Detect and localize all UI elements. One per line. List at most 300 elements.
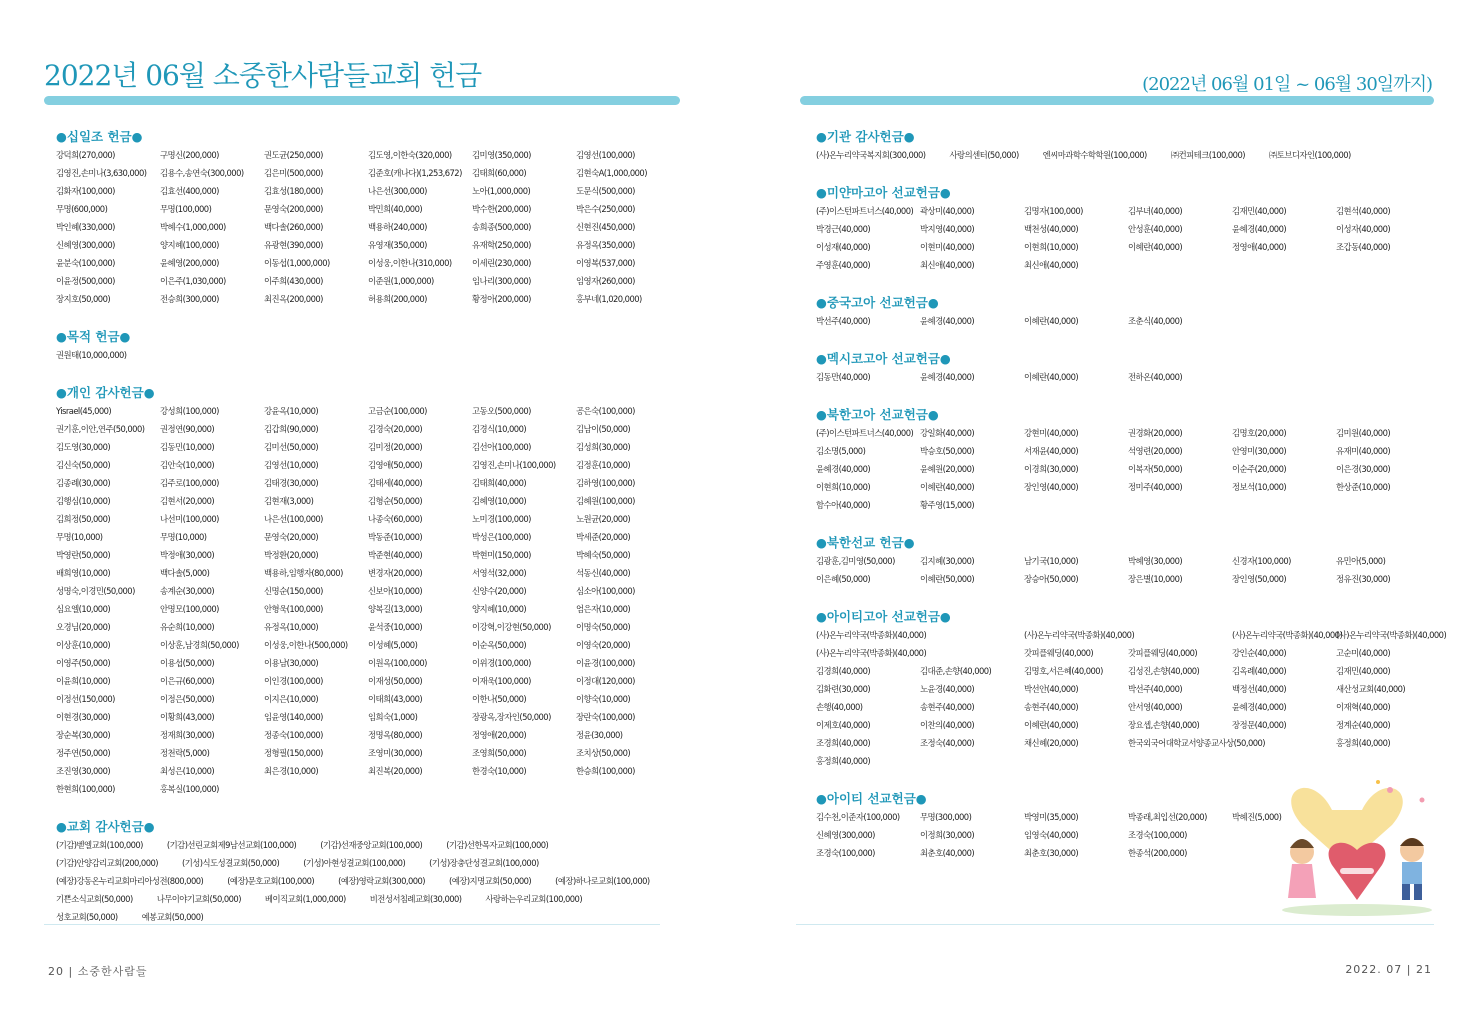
donor-entry: (사)온누리약국(박종화)(40,000) [1336, 630, 1447, 640]
donor-entry: 성호교회(50,000) [56, 912, 118, 922]
donor-entry: 신현진(450,000) [576, 222, 635, 232]
donor-row [56, 218, 696, 236]
donor-entry: 강인순(40,000) [1232, 648, 1287, 658]
donor-row [816, 680, 1456, 698]
donor-entry: 김동민(10,000) [160, 442, 215, 452]
donor-entry: 주영훈(40,000) [816, 260, 871, 270]
donor-entry: (사)온누리약국(박종화)(40,000) [816, 630, 927, 640]
donor-entry: 노아(1,000,000) [472, 186, 531, 196]
donor-entry: 최진복(20,000) [368, 766, 423, 776]
section-title: ●교회 감사헌금● [56, 819, 155, 834]
donor-entry: 조영희(50,000) [472, 748, 527, 758]
donor-row [816, 442, 1456, 460]
donor-entry: 나은선(300,000) [368, 186, 427, 196]
donor-entry: 노원균(20,000) [576, 514, 631, 524]
donor-row [816, 552, 1456, 570]
donor-entry: 유정옥(350,000) [576, 240, 635, 250]
donor-entry: (기성)아현성결교회(100,000) [303, 858, 406, 868]
donor-entry: 최신애(40,000) [920, 260, 975, 270]
donor-entry: 채신혜(20,000) [1024, 738, 1079, 748]
donor-entry: 이동섭(1,000,000) [264, 258, 330, 268]
donor-entry: (예장)문호교회(100,000) [227, 876, 315, 886]
donor-entry: 남기국(10,000) [1024, 556, 1079, 566]
donor-row [56, 564, 696, 582]
donor-entry: 갓피플웨딩(40,000) [1128, 648, 1198, 658]
donor-row [56, 420, 696, 438]
donor-entry: 송희종(500,000) [472, 222, 531, 232]
donor-entry: 갓피플웨딩(40,000) [1024, 648, 1094, 658]
donor-entry: 장요셉,손향(40,000) [1128, 720, 1200, 730]
donor-entry: 김동만(40,000) [816, 372, 871, 382]
donor-entry: 조치상(50,000) [576, 748, 631, 758]
donor-entry: 조춘식(40,000) [1128, 316, 1183, 326]
offering-section [56, 128, 696, 308]
donor-entry: 유재학(250,000) [472, 240, 531, 250]
donor-entry: 김광훈,김미영(50,000) [816, 556, 895, 566]
donor-entry: 최춘호(40,000) [920, 848, 975, 858]
donor-entry: 이명숙(50,000) [576, 622, 631, 632]
donor-entry: 김희정(50,000) [56, 514, 111, 524]
donor-entry: 박정애(30,000) [160, 550, 215, 560]
donor-entry: 박경근(40,000) [816, 224, 871, 234]
donor-entry: 이상훈(10,000) [56, 640, 111, 650]
donor-entry: 백정선(40,000) [1232, 684, 1287, 694]
donor-entry: 박은수(250,000) [576, 204, 635, 214]
donor-entry: 박수한(200,000) [472, 204, 531, 214]
donor-entry: 김미영(350,000) [472, 150, 531, 160]
donor-entry: 기쁜소식교회(50,000) [56, 894, 133, 904]
donor-entry: 이상훈,남경희(50,000) [160, 640, 239, 650]
donor-row [816, 626, 1456, 644]
donor-entry: 이윤정(500,000) [56, 276, 115, 286]
donor-row [56, 618, 696, 636]
donor-entry: 김도영,이한숙(320,000) [368, 150, 452, 160]
footer-left: 20 | 소중한사람들 [48, 965, 148, 978]
donor-entry: 유영재(350,000) [368, 240, 427, 250]
donor-entry: 김안숙(10,000) [160, 460, 215, 470]
donor-entry: 김은미(500,000) [264, 168, 323, 178]
donor-entry: 강덕희(270,000) [56, 150, 115, 160]
donor-entry: 박준현(40,000) [368, 550, 423, 560]
donor-entry: 이강혁,이강현(50,000) [472, 622, 551, 632]
donor-entry: 노미경(100,000) [472, 514, 531, 524]
donor-entry: 베이직교회(1,000,000) [264, 894, 346, 904]
donor-row [56, 200, 696, 218]
donor-entry: 김현석(40,000) [1336, 206, 1391, 216]
donor-entry: 김혜원(100,000) [576, 496, 635, 506]
donor-row [56, 346, 696, 364]
donor-entry: 양복길(13,000) [368, 604, 423, 614]
donor-row [816, 256, 1456, 274]
offering-section [816, 294, 1456, 330]
donor-entry: 송현주(40,000) [920, 702, 975, 712]
donor-entry: 김명호,서은혜(40,000) [1024, 666, 1103, 676]
donor-row [816, 312, 1456, 330]
donor-entry: 권경화(20,000) [1128, 428, 1183, 438]
donor-entry: 이순옥(50,000) [472, 640, 527, 650]
donor-entry: 배희영(10,000) [56, 568, 111, 578]
donor-entry: 나선미(100,000) [160, 514, 219, 524]
donor-row [56, 672, 696, 690]
donor-entry: 변경자(20,000) [368, 568, 423, 578]
donor-entry: 황주영(15,000) [920, 500, 975, 510]
donor-entry: (주)이스턴파트너스(40,000) [816, 206, 914, 216]
donor-row [56, 402, 696, 420]
donor-entry: (기성)장충단성결교회(100,000) [429, 858, 539, 868]
donor-entry: 강일화(40,000) [920, 428, 975, 438]
donor-entry: 장지호(50,000) [56, 294, 111, 304]
donor-row [56, 290, 696, 308]
donor-entry: 정천락(5,000) [160, 748, 210, 758]
donor-entry: 무명(300,000) [920, 812, 972, 822]
donor-entry: 이혜란(40,000) [1024, 720, 1079, 730]
donor-entry: 심소아(100,000) [576, 586, 635, 596]
left-header-bar [44, 96, 680, 105]
section-title: ●북한고아 선교헌금● [816, 407, 939, 422]
donor-entry: 김혜영(10,000) [472, 496, 527, 506]
donor-entry: 한상준(10,000) [1336, 482, 1391, 492]
donor-entry: (기감)선린교회제9남선교회(100,000) [166, 840, 297, 850]
donor-entry: 정계순(40,000) [1336, 720, 1391, 730]
donor-entry: 이정대(120,000) [576, 676, 635, 686]
donor-row [56, 636, 696, 654]
donor-entry: 권원태(10,000,000) [56, 350, 127, 360]
donor-entry: 박혜영(30,000) [1128, 556, 1183, 566]
donor-row [816, 716, 1456, 734]
donor-entry: 안영미(30,000) [1232, 446, 1287, 456]
donor-entry: 예봉교회(50,000) [141, 912, 204, 922]
donor-entry: 이제호(40,000) [816, 720, 871, 730]
donor-entry: 한종석(200,000) [1128, 848, 1187, 858]
donor-entry: 권기훈,이안,연주(50,000) [56, 424, 145, 434]
donor-entry: 박정환(20,000) [264, 550, 319, 560]
donor-entry: 조경희(40,000) [816, 738, 871, 748]
donor-row [56, 600, 696, 618]
donor-entry: 고동오(500,000) [472, 406, 531, 416]
donor-entry: 김영애(50,000) [368, 460, 423, 470]
donor-entry: 박민희(40,000) [368, 204, 423, 214]
donor-entry: 이황희(43,000) [160, 712, 215, 722]
donor-entry: 공은숙(100,000) [576, 406, 635, 416]
donor-entry [920, 644, 1024, 662]
donor-entry: 도문식(500,000) [576, 186, 635, 196]
donor-entry: 이경희(30,000) [1024, 464, 1079, 474]
donor-entry: 권정연(90,000) [160, 424, 215, 434]
donor-entry: 이영주(50,000) [56, 658, 111, 668]
donor-entry: 윤혜경(40,000) [816, 464, 871, 474]
donor-entry: 이윤경(100,000) [576, 658, 635, 668]
donor-entry: 유광현(390,000) [264, 240, 323, 250]
donor-entry: 황정아(200,000) [472, 294, 531, 304]
donor-entry: 이성혜(5,000) [368, 640, 418, 650]
donor-entry: 김영선(10,000) [264, 460, 319, 470]
donor-entry: 유민아(5,000) [1336, 556, 1386, 566]
donor-entry: 신명순(150,000) [264, 586, 323, 596]
donor-entry: 안성훈(40,000) [1128, 224, 1183, 234]
donor-entry: 이혜란(40,000) [1024, 372, 1079, 382]
donor-entry: 김영선(100,000) [576, 150, 635, 160]
donor-entry: 이용섭(50,000) [160, 658, 215, 668]
donor-entry: 고순미(40,000) [1336, 648, 1391, 658]
donor-entry: 백천성(40,000) [1024, 224, 1079, 234]
donor-entry: 백다솔(5,000) [160, 568, 210, 578]
donor-row [56, 690, 696, 708]
donor-entry: (예장)지명교회(50,000) [449, 876, 532, 886]
donor-entry: 김경숙(20,000) [368, 424, 423, 434]
donor-entry: 장인영(50,000) [1232, 574, 1287, 584]
donor-entry: 정유진(30,000) [1336, 574, 1391, 584]
donor-entry: (기감)선한목자교회(100,000) [446, 840, 549, 850]
donor-row [816, 644, 1456, 662]
section-title: ●북한선교 헌금● [816, 535, 915, 550]
donor-entry: 이현미(40,000) [920, 242, 975, 252]
donor-entry: 이혜란(40,000) [1024, 316, 1079, 326]
donor-entry: 유재미(40,000) [1336, 446, 1391, 456]
donor-entry: 김도영(30,000) [56, 442, 111, 452]
donor-entry: 함수아(40,000) [816, 500, 871, 510]
donor-entry: 백용하(240,000) [368, 222, 427, 232]
donor-entry: 이정선(150,000) [56, 694, 115, 704]
donor-entry: 엄은자(10,000) [576, 604, 631, 614]
donor-entry: 임나리(300,000) [472, 276, 531, 286]
donor-entry: 박선안(40,000) [1024, 684, 1079, 694]
donor-entry: 박혜수(1,000,000) [160, 222, 226, 232]
donor-entry: 장순복(30,000) [56, 730, 111, 740]
donor-row [56, 182, 696, 200]
donor-entry: 이영숙(20,000) [576, 640, 631, 650]
offering-section [816, 406, 1456, 514]
donor-entry: 무명(10,000) [56, 532, 103, 542]
donor-entry: 최은경(10,000) [264, 766, 319, 776]
donor-entry: 김경희(40,000) [816, 666, 871, 676]
donor-row [56, 708, 696, 726]
donor-entry: 이은규(60,000) [160, 676, 215, 686]
donor-entry: 김성진,손향(40,000) [1128, 666, 1200, 676]
donor-entry: 전승희(300,000) [160, 294, 219, 304]
donor-entry: 신혜영(300,000) [816, 830, 875, 840]
donor-entry: 홍정희(40,000) [1336, 738, 1391, 748]
donor-entry: 김하영(100,000) [576, 478, 635, 488]
donor-entry: 이혜란(50,000) [920, 574, 975, 584]
donor-entry: 박선주(40,000) [1128, 684, 1183, 694]
donor-entry: 장광옥,장자인(50,000) [472, 712, 551, 722]
donor-row [56, 510, 696, 528]
donor-entry: 박인혜(330,000) [56, 222, 115, 232]
donor-entry: 홍정희(40,000) [816, 756, 871, 766]
donor-entry: 이재욱(100,000) [472, 676, 531, 686]
donor-entry: 강성희(100,000) [160, 406, 219, 416]
donor-entry: 윤혜경(40,000) [1232, 702, 1287, 712]
donor-entry: 강윤옥(10,000) [264, 406, 319, 416]
donor-entry: 사랑하는우리교회(100,000) [485, 894, 583, 904]
donor-entry: 정명옥(80,000) [368, 730, 423, 740]
donor-entry: 이성재(40,000) [816, 242, 871, 252]
donor-entry: 김미정(20,000) [368, 442, 423, 452]
donor-entry: 신경자(100,000) [1232, 556, 1291, 566]
donor-row [816, 238, 1456, 256]
donor-entry: 이정은(50,000) [160, 694, 215, 704]
donor-entry: 신양수(20,000) [472, 586, 527, 596]
donor-entry: 구명신(200,000) [160, 150, 219, 160]
donor-row [56, 492, 696, 510]
donor-row [56, 854, 696, 872]
donor-entry: 김영진,손미나(3,630,000) [56, 168, 147, 178]
offering-section [816, 350, 1456, 386]
offering-section [816, 534, 1456, 588]
donor-entry [1232, 734, 1336, 752]
donor-row [56, 582, 696, 600]
donor-entry: 이혜란(40,000) [920, 482, 975, 492]
donor-entry: 조진영(30,000) [56, 766, 111, 776]
donor-entry: 임영자(260,000) [576, 276, 635, 286]
section-title: ●미얀마고아 선교헌금● [816, 185, 951, 200]
donor-entry: 박영란(50,000) [56, 550, 111, 560]
donor-entry: 홍복실(100,000) [160, 784, 219, 794]
donor-row [816, 424, 1456, 442]
donor-row [56, 456, 696, 474]
donor-entry: 김옥례(40,000) [1232, 666, 1287, 676]
donor-entry: 김경식(10,000) [472, 424, 527, 434]
donor-row [56, 272, 696, 290]
donor-entry: 김신숙(50,000) [56, 460, 111, 470]
donor-entry: 문영숙(20,000) [264, 532, 319, 542]
donor-row [56, 780, 696, 798]
donor-entry: 김재민(40,000) [1336, 666, 1391, 676]
donor-entry: 안서영(40,000) [1128, 702, 1183, 712]
donor-entry: 김준호(캐나다)(1,253,672) [368, 168, 462, 178]
donor-entry: 김명호(20,000) [1232, 428, 1287, 438]
left-footer-rule [44, 924, 660, 925]
donor-entry: 최신애(40,000) [1024, 260, 1079, 270]
donor-row [56, 438, 696, 456]
donor-entry: 장정문(40,000) [1232, 720, 1287, 730]
donor-row [56, 872, 696, 890]
donor-entry: 장인영(40,000) [1024, 482, 1079, 492]
donor-entry: (기감)선재중앙교회(100,000) [320, 840, 423, 850]
donor-entry: 정윤(30,000) [576, 730, 623, 740]
donor-entry: 오경님(20,000) [56, 622, 111, 632]
donor-row [816, 734, 1456, 752]
donor-row [816, 752, 1456, 770]
donor-entry: 심요엘(10,000) [56, 604, 111, 614]
donor-entry: (예장)하나로교회(100,000) [555, 876, 650, 886]
donor-entry: 임희숙(1,000) [368, 712, 418, 722]
donor-row [56, 890, 696, 908]
donor-entry: 이은경(30,000) [1336, 464, 1391, 474]
right-footer-rule [796, 924, 1434, 925]
donor-row [56, 726, 696, 744]
donor-entry: 김효선(400,000) [160, 186, 219, 196]
donor-entry: 김태세(40,000) [368, 478, 423, 488]
donor-entry: 이성자(40,000) [1336, 224, 1391, 234]
donor-entry: 김태희(60,000) [472, 168, 527, 178]
donor-entry: 김효성(180,000) [264, 186, 323, 196]
donor-entry: 이영복(537,000) [576, 258, 635, 268]
donor-entry: 최성은(10,000) [160, 766, 215, 776]
donor-entry: 김선아(100,000) [472, 442, 531, 452]
donor-row [816, 570, 1456, 588]
donor-entry: 장은별(10,000) [1128, 574, 1183, 584]
donor-row [56, 164, 696, 182]
donor-entry: Yisrael(45,000) [56, 406, 112, 416]
donor-row [56, 254, 696, 272]
donor-entry: 신혜영(300,000) [56, 240, 115, 250]
donor-entry: 김화자(100,000) [56, 186, 115, 196]
donor-entry: (예장)영락교회(300,000) [338, 876, 426, 886]
donor-entry: 유정옥(10,000) [264, 622, 319, 632]
section-title: ●중국고아 선교헌금● [816, 295, 939, 310]
donor-entry: 허용희(200,000) [368, 294, 427, 304]
section-title: ●기관 감사헌금● [816, 129, 915, 144]
donor-entry: 김재민(40,000) [1232, 206, 1287, 216]
donor-entry: 비전성서침례교회(30,000) [369, 894, 462, 904]
donor-entry: 이향숙(10,000) [576, 694, 631, 704]
offering-section [816, 184, 1456, 274]
donor-entry: 나은선(100,000) [264, 514, 323, 524]
donor-entry: 서영석(32,000) [472, 568, 527, 578]
section-title: ●아이티고아 선교헌금● [816, 609, 951, 624]
donor-entry: 김성희(30,000) [576, 442, 631, 452]
donor-entry: 김지혜(30,000) [920, 556, 975, 566]
donor-entry: 이순주(20,000) [1232, 464, 1287, 474]
donor-entry: 엔씨마과학수학학원(100,000) [1042, 150, 1147, 160]
donor-entry: 한경숙(10,000) [472, 766, 527, 776]
donor-entry: 박지영(40,000) [920, 224, 975, 234]
offering-section [56, 328, 696, 364]
footer-right: 2022. 07 | 21 [1345, 963, 1432, 976]
donor-entry: 권도균(250,000) [264, 150, 323, 160]
donor-entry: 김부녀(40,000) [1128, 206, 1183, 216]
donor-entry: 이태희(43,000) [368, 694, 423, 704]
offering-section [56, 384, 696, 798]
donor-row [56, 474, 696, 492]
date-range: (2022년 06월 01일 ~ 06월 30일까지) [1142, 74, 1432, 95]
donor-entry: 한승희(100,000) [576, 766, 635, 776]
donor-row [816, 202, 1456, 220]
donor-entry: 윤혜경(40,000) [1232, 224, 1287, 234]
donor-entry: 조갑동(40,000) [1336, 242, 1391, 252]
donor-entry: 이현경(30,000) [56, 712, 111, 722]
left-column [56, 128, 696, 946]
donor-entry: 유순희(10,000) [160, 622, 215, 632]
donor-entry: 박혜숙(50,000) [576, 550, 631, 560]
page-title: 2022년 06월 소중한사람들교회 헌금 [44, 59, 482, 92]
donor-entry: 곽상미(40,000) [920, 206, 975, 216]
donor-entry: 서재윤(40,000) [1024, 446, 1079, 456]
donor-entry: 김현재(3,000) [264, 496, 314, 506]
donor-entry: 김용수,송연숙(300,000) [160, 168, 244, 178]
donor-entry: 정재희(30,000) [160, 730, 215, 740]
donor-entry: 김행심(10,000) [56, 496, 111, 506]
donor-entry: 김갑희(90,000) [264, 424, 319, 434]
donor-entry: 정보석(10,000) [1232, 482, 1287, 492]
donor-entry: 무명(600,000) [56, 204, 108, 214]
donor-entry: 장란숙(100,000) [576, 712, 635, 722]
donor-entry: 백용하,임행자(80,000) [264, 568, 343, 578]
donor-row [816, 368, 1456, 386]
section-title: ●목적 헌금● [56, 329, 131, 344]
donor-entry: 박영미(35,000) [1024, 812, 1079, 822]
donor-row [816, 220, 1456, 238]
donor-entry: 이세린(230,000) [472, 258, 531, 268]
donor-row [816, 698, 1456, 716]
donor-entry: 이은주(1,030,000) [160, 276, 226, 286]
donor-entry: 이주희(430,000) [264, 276, 323, 286]
donor-entry: 한현희(100,000) [56, 784, 115, 794]
donor-entry: 윤혜원(20,000) [920, 464, 975, 474]
donor-entry: 김현숙A(1,000,000) [576, 168, 647, 178]
donor-entry: 안명모(100,000) [160, 604, 219, 614]
